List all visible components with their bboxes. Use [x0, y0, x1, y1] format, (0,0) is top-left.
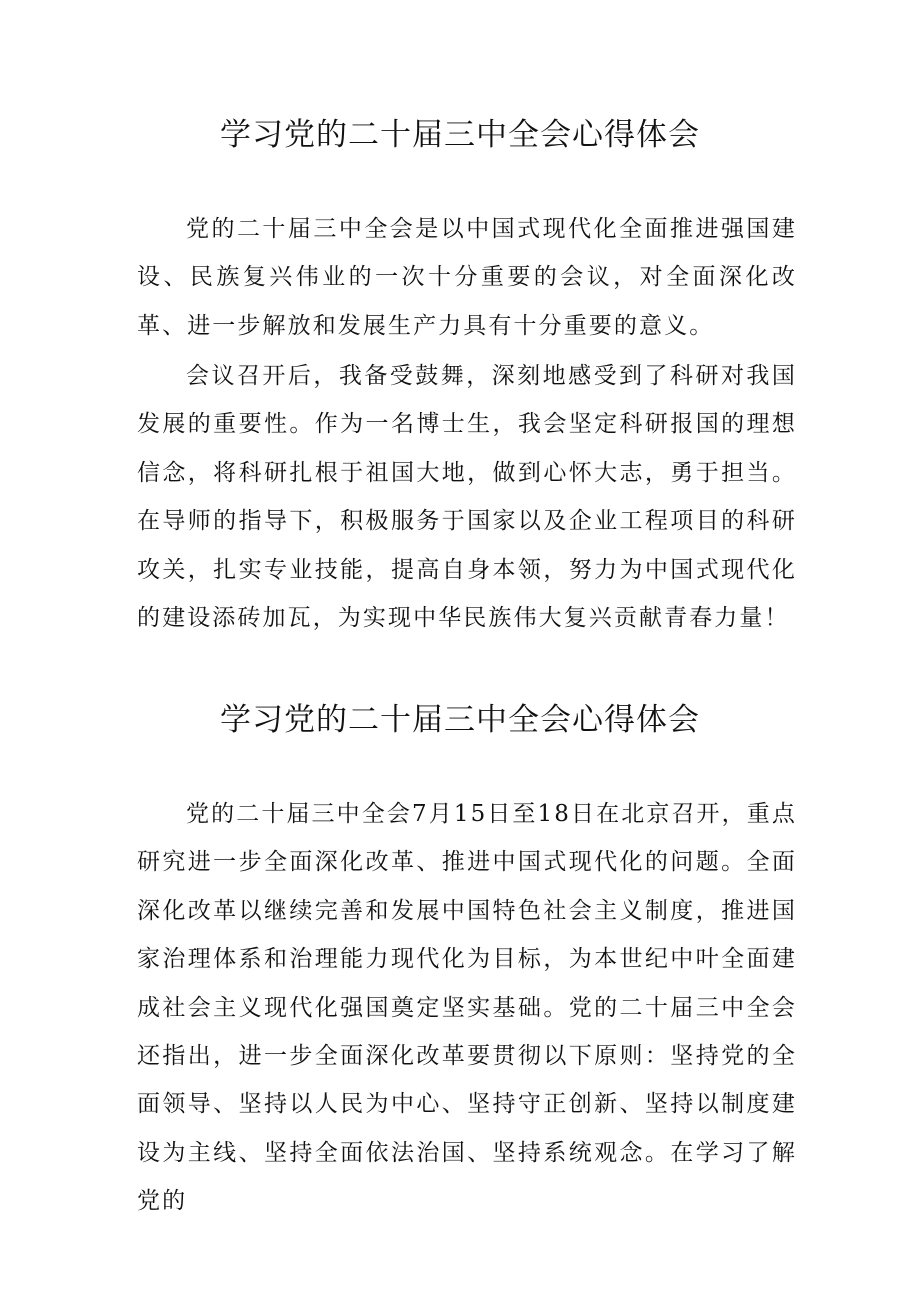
essay-1-paragraph-2: 会议召开后，我备受鼓舞，深刻地感受到了科研对我国发展的重要性。作为一名博士生，我会坚定科研报国的理想信念，将科研扎根于祖国大地，做到心怀大志，勇于担当。在导师的指导下，积极服务于国家以及企业工程项目的科研攻关，扎实专业技能，提高自身本领，努力为中国式现代化的建设添砖加瓦，为实现中华民族伟大复兴贡献青春力量！ — [137, 363, 797, 632]
essay-title-2: 学习党的二十届三中全会心得体会 — [220, 702, 700, 738]
essay-2-paragraph-1: 党的二十届三中全会7月15日至18日在北京召开，重点研究进一步全面深化改革、推进中国式现代化的问题。全面深化改革以继续完善和发展中国特色社会主义制度，推进国家治理体系和治理能力现代化为目标，为本世纪中叶全面建成社会主义现代化强国奠定坚实基础。党的二十届三中全会还指出，进一步全面深化改革要贯彻以下原则：坚持党的全面领导、坚持以人民为中心、坚持守正创新、坚持以制度建设为主线、坚持全面依法治国、坚持系统观念。在学习了解党的 — [137, 801, 797, 1215]
essay-title-1: 学习党的二十届三中全会心得体会 — [220, 117, 700, 153]
essay-1-paragraph-1: 党的二十届三中全会是以中国式现代化全面推进强国建设、民族复兴伟业的一次十分重要的会议，对全面深化改革、进一步解放和发展生产力具有十分重要的意义。 — [137, 216, 797, 339]
